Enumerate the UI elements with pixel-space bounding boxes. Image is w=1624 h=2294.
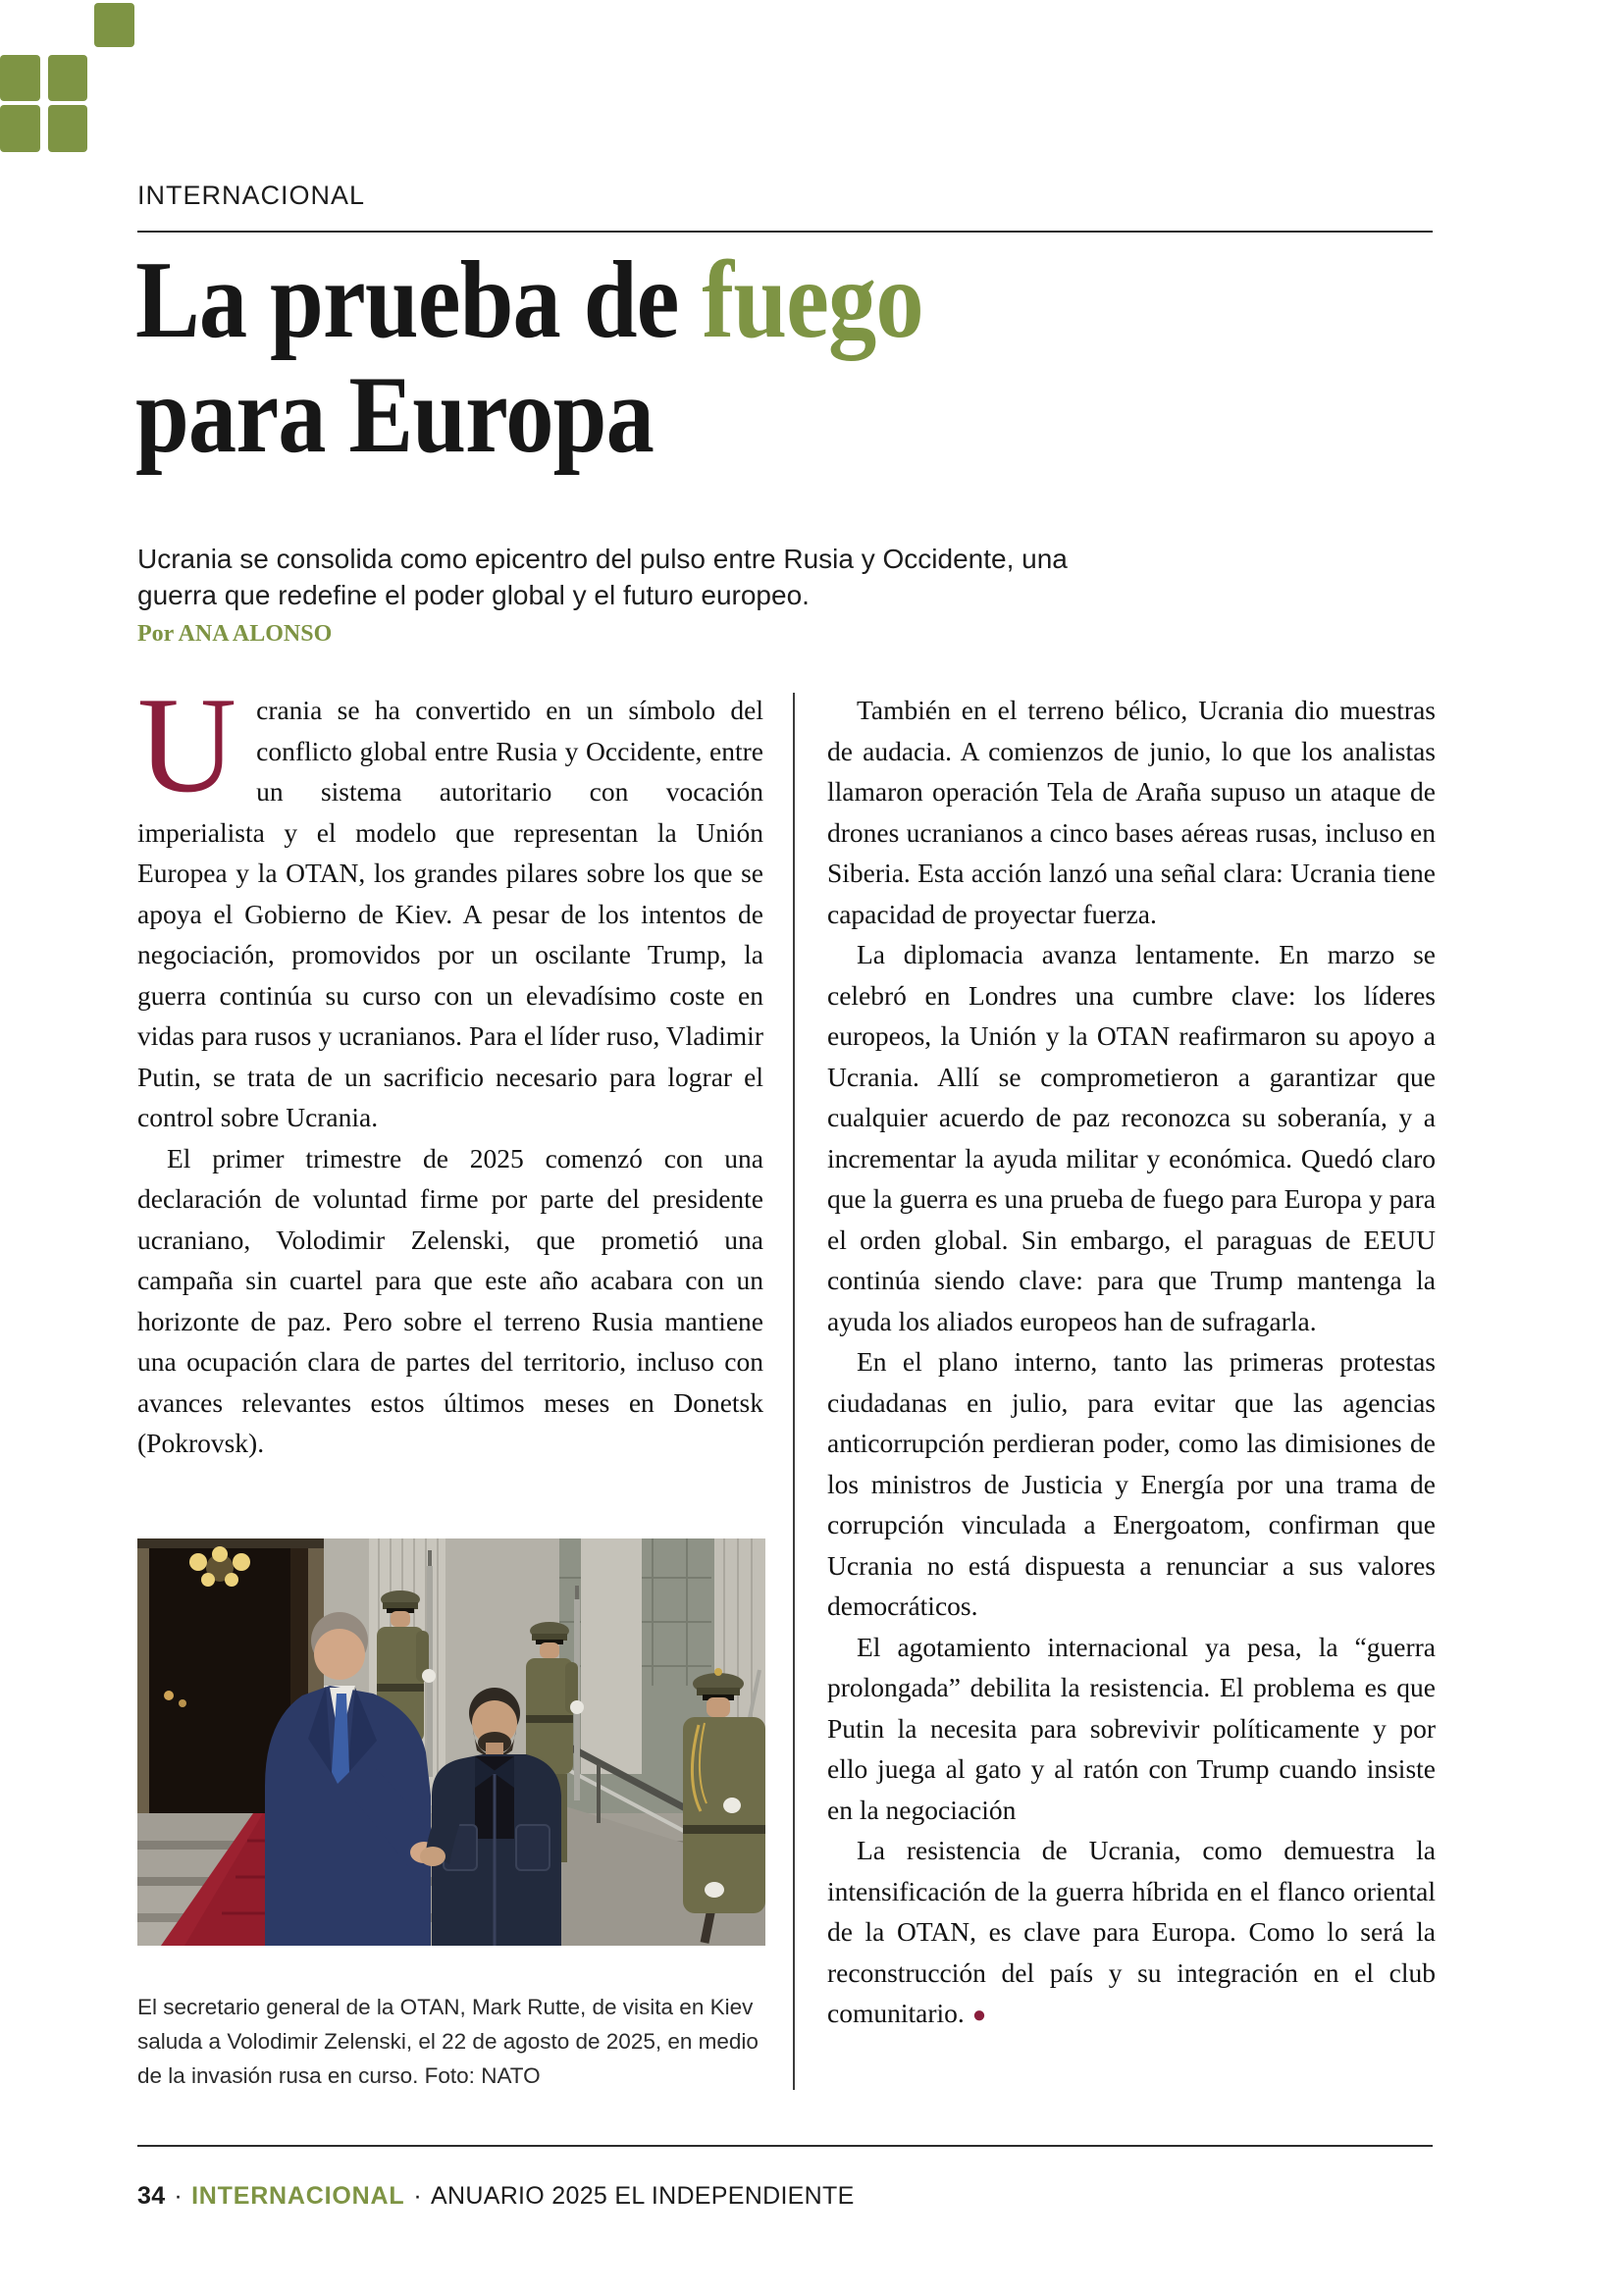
article-subtitle: Ucrania se consolida como epicentro del pulso entre Rusia y Occidente, una guerra que redefine el poder global y el futuro europeo. xyxy=(137,544,1068,610)
article-photo xyxy=(137,1538,765,2093)
article-paragraph xyxy=(137,669,763,1138)
paragraph-text: La resistencia de Ucrania, como demuestra la intensificación de la guerra híbrida en el flanco oriental de la OTAN, es clave para Europa. Como lo será la reconstrucción del país y su integración en el club comunitario. xyxy=(827,1835,1436,2028)
footer-separator: · xyxy=(174,2182,183,2210)
paragraph-text: crania se ha convertido en un símbolo del conflicto global entre Rusia y Occidente, entre un sistema autoritario con vocación imperialista y el modelo que representan la Unión Europea y la OTAN, los grandes pilares sobre los que se apoya el Gobierno de Kiev. A pesar de los intentos de negociación, promovidos por un oscilante Trump, la guerra continúa su curso con un elevadísimo coste en vidas para rusos y ucranianos. Para el líder ruso, Vladimir Putin, se trata de un sacrificio necesario para lograr el control sobre Ucrania. xyxy=(137,695,763,1132)
body-right-column xyxy=(827,690,1436,2037)
title-line2: para Europa xyxy=(135,354,654,476)
logo-square xyxy=(0,105,40,152)
logo-square xyxy=(48,55,87,101)
kicker-rule xyxy=(137,231,1433,233)
article-paragraph: El agotamiento internacional ya pesa, la “guerra prolongada” debilita la resistencia. El problema es que Putin la necesita para sobrevivir políticamente y por ello juega al gato y al ratón con Trump cuando insiste en la negociación xyxy=(827,1631,1436,1825)
article-title xyxy=(135,239,923,476)
title-line1 xyxy=(135,239,923,361)
column-divider xyxy=(793,693,795,2090)
page-footer xyxy=(137,2182,855,2211)
footer-separator: · xyxy=(413,2182,423,2210)
article-paragraph: También en el terreno bélico, Ucrania dio muestras de audacia. A comienzos de junio, lo que los analistas llamaron operación Tela de Araña supuso un ataque de drones ucranianos a cinco bases aéreas rusas, incluso en Siberia. Esta acción lanzó una señal clara: Ucrania tiene capacidad de proyectar fuerza. xyxy=(827,695,1436,929)
footer-publication: ANUARIO 2025 EL INDEPENDIENTE xyxy=(431,2182,855,2210)
article-end-mark: ● xyxy=(971,2003,987,2028)
photo-caption: El secretario general de la OTAN, Mark Rutte, de visita en Kiev saluda a Volodimir Zelenski, el 22 de agosto de 2025, en medio de la invasión rusa en curso. Foto: NATO xyxy=(137,1995,759,2088)
section-kicker: INTERNACIONAL xyxy=(137,181,366,210)
photo-illustration xyxy=(137,1538,765,1946)
article-paragraph: La diplomacia avanza lentamente. En marzo se celebró en Londres una cumbre clave: los líderes europeos, la Unión y la OTAN reafirmaron su apoyo a Ucrania. Allí se comprometieron a garantizar que cualquier acuerdo de paz reconozca su soberanía, y a incrementar la ayuda militar y económica. Quedó claro que la guerra es una prueba de fuego para Europa y para el orden global. Sin embargo, el paraguas de EEUU continúa siendo clave: para que Trump mantenga la ayuda los aliados europeos han de sufragarla. xyxy=(827,939,1436,1336)
article-paragraph xyxy=(827,1830,1436,2037)
drop-cap: U xyxy=(137,669,237,821)
article-byline: Por ANA ALONSO xyxy=(137,621,333,647)
title-line1-black: La prueba de xyxy=(135,239,679,361)
page-number: 34 xyxy=(137,2182,166,2210)
article-paragraph: En el plano interno, tanto las primeras protestas ciudadanas en julio, para evitar que las agencias anticorrupción perdieran poder, como las dimisiones de los ministros de Justicia y Energía por una trama de corrupción vinculada a Energoatom, confirman que Ucrania no está dispuesta a renunciar a sus valores democráticos. xyxy=(827,1346,1436,1621)
article-paragraph: El primer trimestre de 2025 comenzó con una declaración de voluntad firme por parte del presidente ucraniano, Volodimir Zelenski, que prometió una campaña sin cuartel para que este año acabara con un horizonte de paz. Pero sobre el terreno Rusia mantiene una ocupación clara de partes del territorio, incluso con avances relevantes estos últimos meses en Donetsk (Pokrovsk). xyxy=(137,1142,763,1458)
logo-square xyxy=(94,3,134,47)
footer-section: INTERNACIONAL xyxy=(191,2182,405,2210)
title-line1-green: fuego xyxy=(702,239,923,361)
logo-square xyxy=(48,105,87,152)
logo-square xyxy=(0,55,40,101)
footer-rule xyxy=(137,2145,1433,2147)
body-left-column xyxy=(137,669,763,1464)
